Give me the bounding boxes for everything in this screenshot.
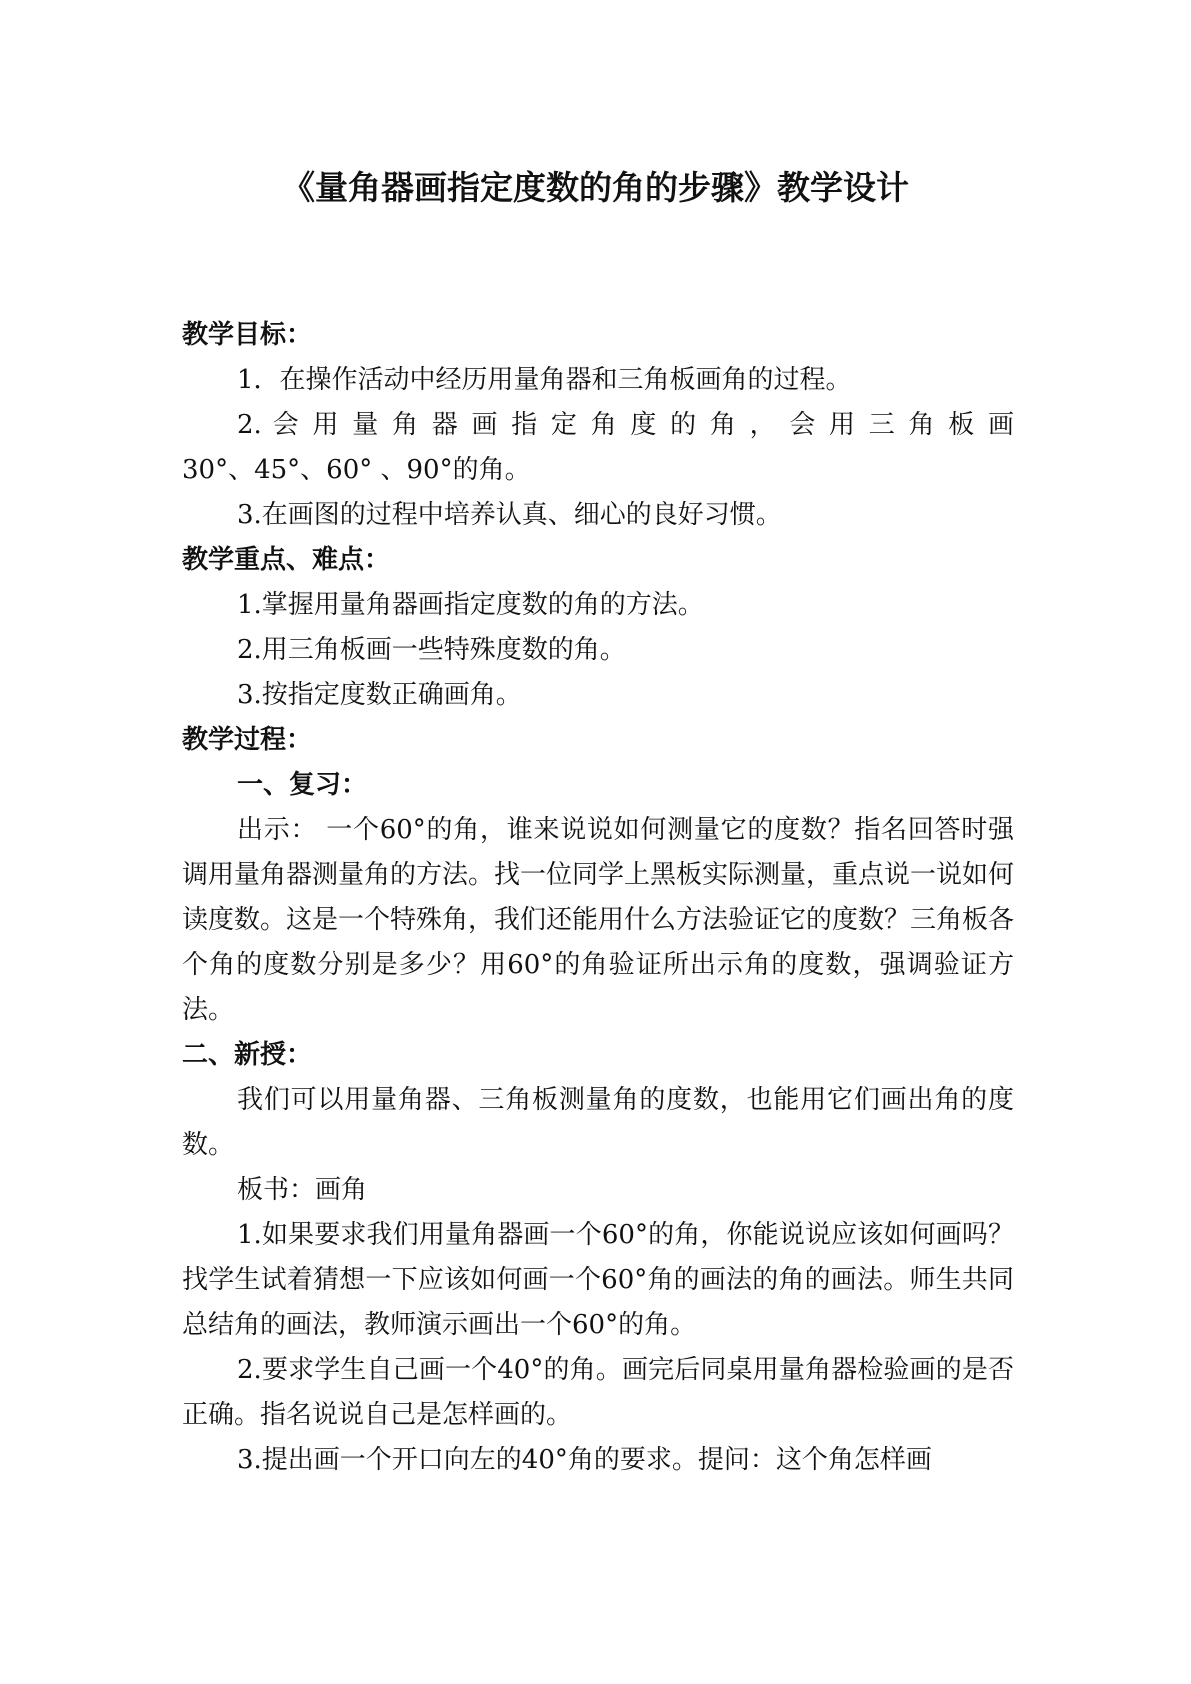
document-title: 《量角器画指定度数的角的步骤》教学设计 [282,168,909,207]
key-point-item-1: 1.掌握用量角器画指定度数的角的方法。 [237,590,704,620]
new-lesson-heading: 二、新授： [182,1040,313,1070]
review-paragraph: 出示： 一个60°的角，谁来说说如何测量它的度数？指名回答时强调用量角器测量角的方法。找一位同学上黑板实际测量，重点说一说如何读度数。这是一个特殊角，我们还能用什么方法验证它的度数？三角板各个角的度数分别是多少？用60°的角验证所出示角的度数，强调验证方法。 [182,815,1015,1025]
document-body [182,313,1014,1483]
new-lesson-step-1: 1.如果要求我们用量角器画一个60°的角，你能说说应该如何画吗？找学生试着猜想一下应该如何画一个60°角的画法的角的画法。师生共同总结角的画法，教师演示画出一个60°的角。 [182,1220,1014,1340]
goal-item-3: 3.在画图的过程中培养认真、细心的良好习惯。 [237,500,782,530]
process-heading: 教学过程： [182,725,313,755]
new-lesson-step-2: 2.要求学生自己画一个40°的角。画完后同桌用量角器检验画的是否正确。指名说说自己是怎样画的。 [182,1355,1014,1430]
goals-heading: 教学目标： [182,320,313,350]
new-lesson-intro: 我们可以用量角器、三角板测量角的度数，也能用它们画出角的度数。 [182,1085,1014,1160]
goal-item-1: 1．在操作活动中经历用量角器和三角板画角的过程。 [237,365,852,395]
new-lesson-step-3: 3.提出画一个开口向左的40°角的要求。提问：这个角怎样画 [237,1445,932,1475]
goal-item-2: 2. 会 用 量 角 器 画 指 定 角 度 的 角 ， 会 用 三 角 板 画 [237,410,1014,440]
key-points-heading: 教学重点、难点： [182,545,391,575]
review-heading: 一、复习： [237,770,368,800]
key-point-item-3: 3.按指定度数正确画角。 [237,680,522,710]
goal-item-2-continued: 30°、45°、60° 、90°的角。 [182,455,531,485]
board-note: 板书：画角 [237,1175,368,1205]
key-point-item-2: 2.用三角板画一些特殊度数的角。 [237,635,626,665]
